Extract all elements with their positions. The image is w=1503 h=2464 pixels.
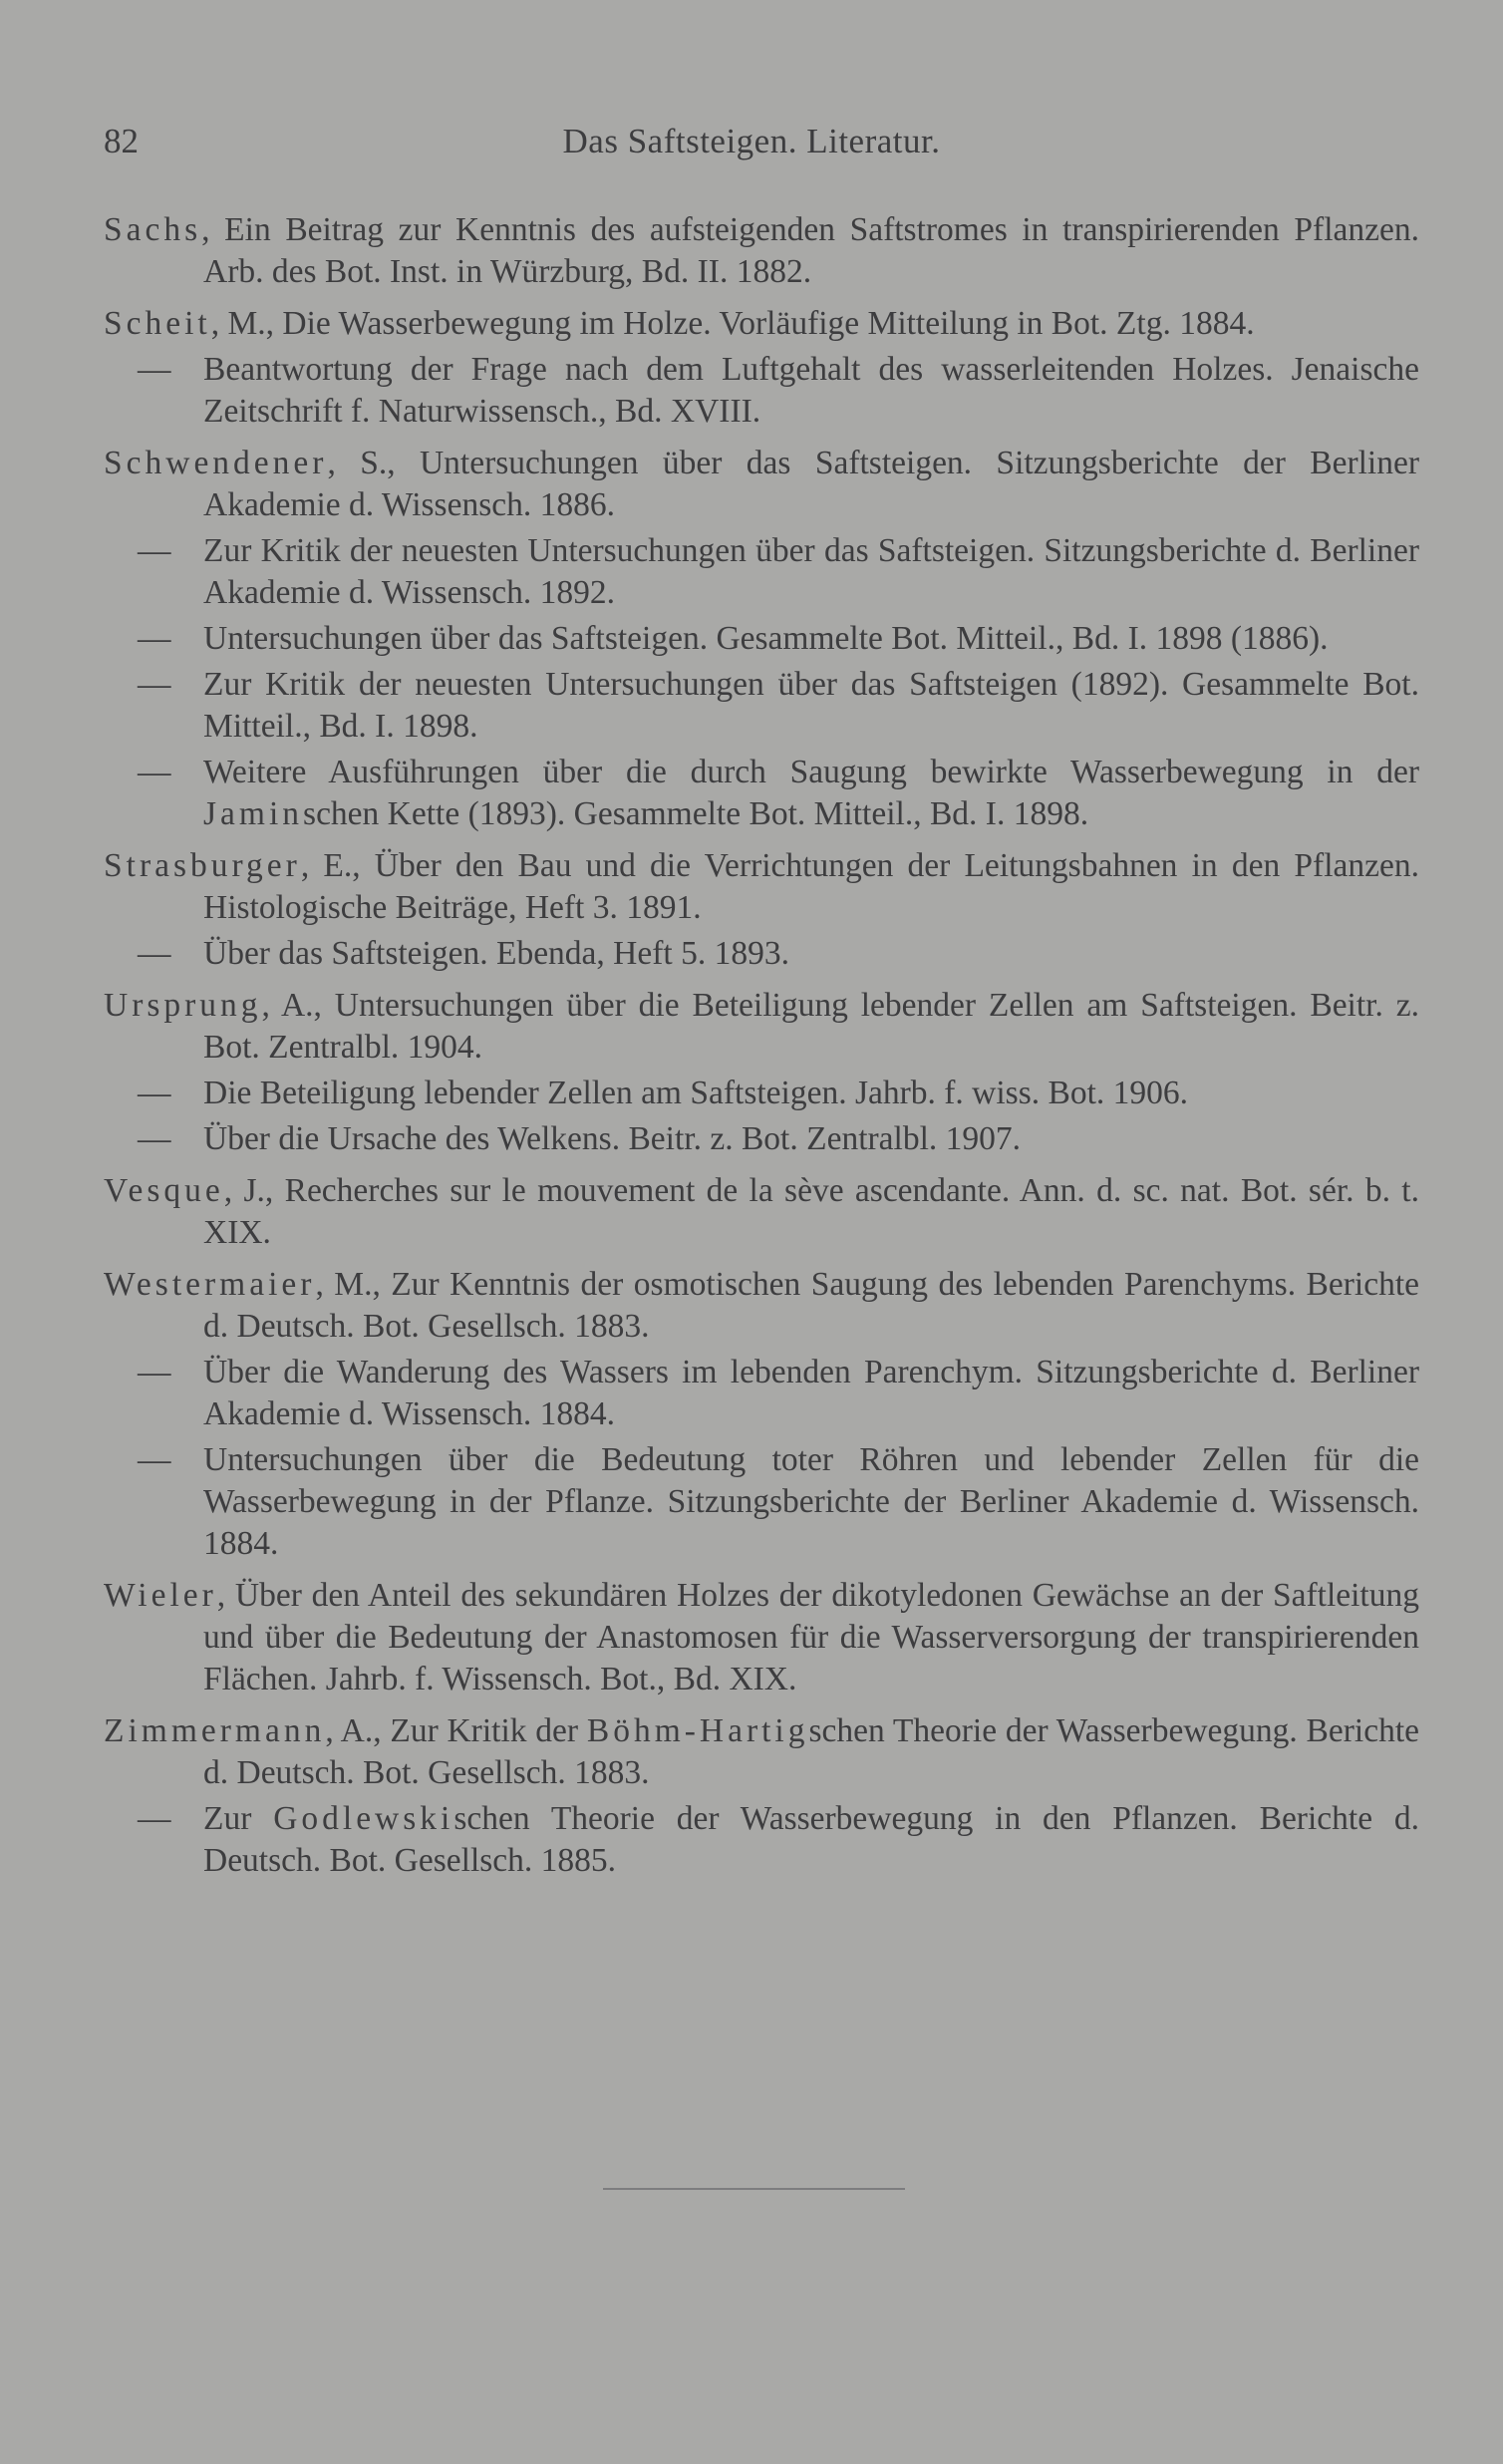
entry-text: schen Theorie der Wasserbewegung. Berichte d. Deutsch. Bot. Gesellsch. 1883. xyxy=(203,1712,1420,1791)
author-name: Vesque xyxy=(104,1172,224,1209)
bibliography-subentry xyxy=(104,349,1419,433)
entry-text: , S., Untersuchungen über das Saftsteigen. Sitzungsberichte der Berliner Akademie d. Wissensch. 1886. xyxy=(203,445,1419,523)
author-name: Strasburger xyxy=(104,847,301,884)
bibliography-entry xyxy=(104,1710,1419,1794)
bibliography-subentry xyxy=(104,1073,1419,1114)
entry-text: Zur Kritik der neuesten Untersuchungen über das Saftsteigen. Sitzungsberichte d. Berliner Akademie d. Wissensch. 1892. xyxy=(203,532,1419,611)
bibliography-subentry xyxy=(104,664,1419,748)
bibliography-entry xyxy=(104,1170,1419,1254)
repeat-author-dash: — xyxy=(138,935,171,972)
entry-text: , Über den Anteil des sekundären Holzes der dikotyledonen Gewächse an der Saftleitung und über die Bedeutung der Anastomosen für die Wasserversorgung der transpirierenden Flächen. Jahrb. f. Wissensch. Bot., Bd. XIX. xyxy=(203,1577,1419,1697)
bibliography-entry xyxy=(104,985,1419,1069)
bibliography-subentry xyxy=(104,752,1419,835)
bibliography-subentry xyxy=(104,1439,1419,1565)
entry-text: Über die Ursache des Welkens. Beitr. z. Bot. Zentralbl. 1907. xyxy=(203,1120,1022,1157)
entry-text: Zur Kritik der neuesten Untersuchungen über das Saftsteigen (1892). Gesammelte Bot. Mitteil., Bd. I. 1898. xyxy=(203,666,1419,745)
repeat-author-dash: — xyxy=(138,1075,171,1111)
bibliography-subentry xyxy=(104,530,1419,614)
entry-text-before: , A., Zur Kritik der xyxy=(325,1712,587,1749)
bibliography-list xyxy=(104,209,1419,1882)
entry-text: Die Beteiligung lebender Zellen am Saftsteigen. Jahrb. f. wiss. Bot. 1906. xyxy=(203,1075,1189,1111)
entry-text: Über das Saftsteigen. Ebenda, Heft 5. 1893. xyxy=(203,935,789,972)
repeat-author-dash: — xyxy=(138,351,171,388)
repeat-author-dash: — xyxy=(138,532,171,569)
entry-text-before: Weitere Ausführungen über die durch Saugung bewirkte Wasserbewegung in der xyxy=(203,754,1419,790)
spaced-name: Godlewski xyxy=(273,1800,454,1837)
repeat-author-dash: — xyxy=(138,666,171,703)
bibliography-entry xyxy=(104,303,1419,345)
page-number: 82 xyxy=(104,122,139,160)
entry-text: , Ein Beitrag zur Kenntnis des aufsteigenden Saftstromes in transpirierenden Pflanzen. Arb. des Bot. Inst. in Würzburg, Bd. II. 1882. xyxy=(201,211,1419,290)
author-name: Wieler xyxy=(104,1577,217,1614)
bibliography-subentry xyxy=(104,933,1419,975)
entry-text: Untersuchungen über die Bedeutung toter Röhren und lebender Zellen für die Wasserbewegung in der Pflanze. Sitzungsberichte der Berliner Akademie d. Wissensch. 1884. xyxy=(203,1441,1419,1562)
repeat-author-dash: — xyxy=(138,1800,171,1837)
running-title: Das Saftsteigen. Literatur. xyxy=(562,122,941,160)
bibliography-entry xyxy=(104,1264,1419,1348)
spaced-name: Jamin xyxy=(203,795,304,832)
entry-text: , E., Über den Bau und die Verrichtungen der Leitungsbahnen in den Pflanzen. Histologische Beiträge, Heft 3. 1891. xyxy=(203,847,1419,926)
bibliography-entry xyxy=(104,209,1419,293)
entry-text: , M., Die Wasserbewegung im Holze. Vorläufige Mitteilung in Bot. Ztg. 1884. xyxy=(210,305,1255,342)
author-name: Scheit xyxy=(104,305,211,342)
bibliography-entry xyxy=(104,443,1419,526)
entry-text: Untersuchungen über das Saftsteigen. Gesammelte Bot. Mitteil., Bd. I. 1898 (1886). xyxy=(203,620,1329,657)
bibliography-subentry xyxy=(104,1798,1419,1882)
author-name: Sachs xyxy=(104,211,202,248)
repeat-author-dash: — xyxy=(138,754,171,790)
author-name: Westermaier xyxy=(104,1266,316,1303)
entry-text-before: Zur xyxy=(203,1800,274,1837)
entry-text: , M., Zur Kenntnis der osmotischen Saugung des lebenden Parenchyms. Berichte d. Deutsch. Bot. Gesellsch. 1883. xyxy=(203,1266,1419,1345)
bibliography-subentry xyxy=(104,1352,1419,1435)
entry-text: Beantwortung der Frage nach dem Luftgehalt des wasserleitenden Holzes. Jenaische Zeitschrift f. Naturwissensch., Bd. XVIII. xyxy=(203,351,1419,430)
repeat-author-dash: — xyxy=(138,1441,171,1478)
entry-text: , A., Untersuchungen über die Beteiligung lebender Zellen am Saftsteigen. Beitr. z. Bot. Zentralbl. 1904. xyxy=(203,987,1419,1066)
entry-text: schen Kette (1893). Gesammelte Bot. Mitteil., Bd. I. 1898. xyxy=(303,795,1089,832)
author-name: Ursprung xyxy=(104,987,262,1024)
repeat-author-dash: — xyxy=(138,1120,171,1157)
bibliography-subentry xyxy=(104,618,1419,660)
spaced-name: Böhm-Hartig xyxy=(586,1712,809,1749)
end-rule xyxy=(603,2188,905,2190)
entry-text: schen Theorie der Wasserbewegung in den Pflanzen. Berichte d. Deutsch. Bot. Gesellsch. 1885. xyxy=(203,1800,1420,1879)
author-name: Schwendener xyxy=(104,445,328,481)
repeat-author-dash: — xyxy=(138,620,171,657)
bibliography-entry xyxy=(104,1575,1419,1700)
repeat-author-dash: — xyxy=(138,1354,171,1390)
bibliography-entry xyxy=(104,845,1419,929)
bibliography-subentry xyxy=(104,1118,1419,1160)
entry-text: , J., Recherches sur le mouvement de la sève ascendante. Ann. d. sc. nat. Bot. sér. b. t. XIX. xyxy=(203,1172,1419,1251)
author-name: Zimmermann xyxy=(104,1712,326,1749)
entry-text: Über die Wanderung des Wassers im lebenden Parenchym. Sitzungsberichte d. Berliner Akademie d. Wissensch. 1884. xyxy=(203,1354,1419,1432)
page-header xyxy=(0,122,1503,171)
